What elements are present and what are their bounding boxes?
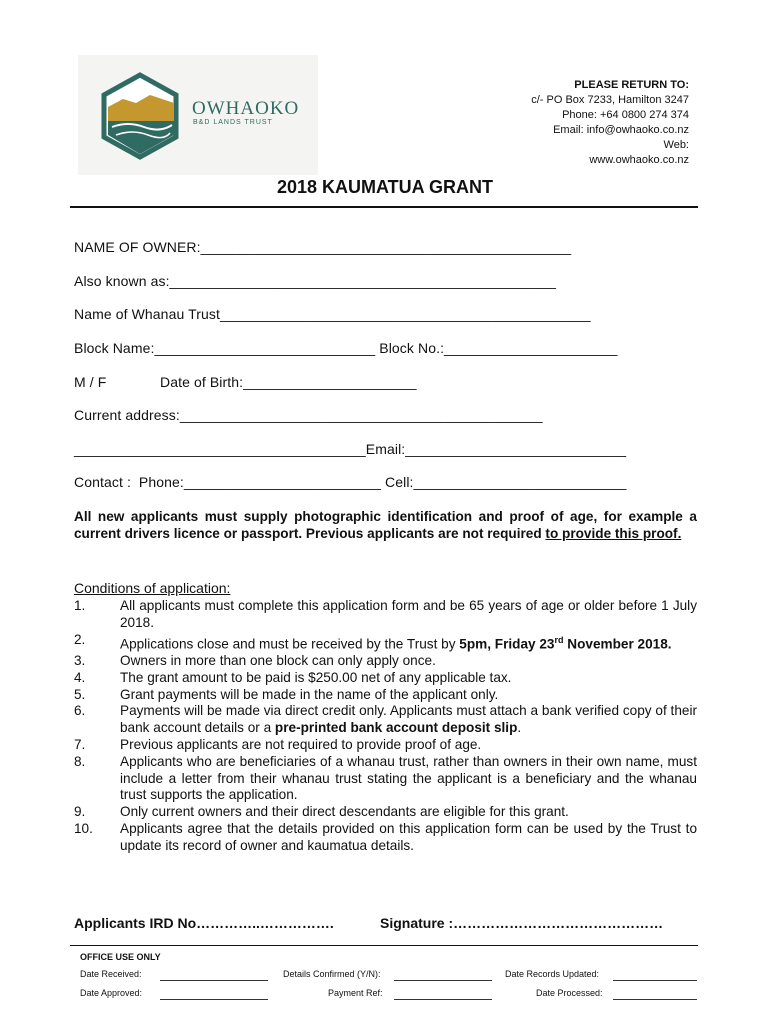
gender-field[interactable]: M / F xyxy=(74,374,107,390)
logo-subtitle: B&D LANDS TRUST xyxy=(193,119,273,126)
office-divider xyxy=(70,945,698,946)
logo-wordmark: OWHAOKO xyxy=(192,98,300,119)
condition-item xyxy=(74,687,697,704)
web-label: Web: xyxy=(663,139,689,151)
payment-ref-input[interactable] xyxy=(394,999,492,1000)
po-box: c/- PO Box 7233, Hamilton 3247 xyxy=(531,94,689,106)
deadline-suffix: rd xyxy=(554,634,564,645)
condition-text: Owners in more than one block can only apply once. xyxy=(120,652,436,668)
condition-item xyxy=(74,632,697,653)
email: Email: info@owhaoko.co.nz xyxy=(553,124,689,136)
return-heading: PLEASE RETURN TO: xyxy=(574,79,689,91)
condition-text: Applicants agree that the details provided on this application form can be used by the Trust to update its record of owner and kaumatua details. xyxy=(120,820,697,853)
conditions-heading: Conditions of application: xyxy=(74,580,231,596)
details-confirmed-label: Details Confirmed (Y/N): xyxy=(283,969,381,979)
return-address xyxy=(389,78,689,168)
deadline-month: November 2018. xyxy=(563,636,672,652)
condition-item xyxy=(74,703,697,737)
details-confirmed-input[interactable] xyxy=(394,980,492,981)
condition-item xyxy=(74,804,697,821)
condition-number: 3. xyxy=(74,652,86,668)
address-field[interactable]: Current address:______________________________________________ xyxy=(74,407,543,423)
condition-number: 6. xyxy=(74,703,86,719)
website: www.owhaoko.co.nz xyxy=(589,154,689,166)
dob-field[interactable]: Date of Birth:______________________ xyxy=(160,374,417,390)
condition-item xyxy=(74,821,697,855)
condition-number: 10. xyxy=(74,820,93,836)
condition-item xyxy=(74,670,697,687)
contact-field[interactable]: Contact : Phone:_________________________ Cell:___________________________ xyxy=(74,474,627,490)
condition-text-part: Applications close and must be received by the Trust by xyxy=(120,636,460,652)
notice-text: All new applicants must supply photographic identification and proof of age, for example a current drivers licence or passport. Previous applicants are not required xyxy=(74,509,697,541)
phone: Phone: +64 0800 274 374 xyxy=(562,109,689,121)
page-title: 2018 KAUMATUA GRANT xyxy=(276,177,494,197)
condition-number: 2. xyxy=(74,631,86,647)
deposit-slip: pre-printed bank account deposit slip xyxy=(274,720,518,736)
condition-text: Applicants who are beneficiaries of a whanau trust, rather than owners in their own name, must include a letter from their whanau trust stating the applicant is a beneficiary and the whanau trust supports the application. xyxy=(120,753,697,803)
ird-field[interactable]: Applicants IRD No…………..……………. xyxy=(74,915,334,931)
condition-text: Previous applicants are not required to provide proof of age. xyxy=(120,736,482,752)
date-received-label: Date Received: xyxy=(80,969,142,979)
condition-number: 9. xyxy=(74,804,86,820)
condition-text: Grant payments will be made in the name of the applicant only. xyxy=(120,686,499,702)
date-processed-label: Date Processed: xyxy=(536,988,603,998)
condition-number: 4. xyxy=(74,669,86,685)
condition-number: 1. xyxy=(74,598,86,613)
office-use-heading: OFFICE USE ONLY xyxy=(80,952,161,962)
condition-item xyxy=(74,754,697,804)
condition-number: 8. xyxy=(74,753,86,769)
aka-field[interactable]: Also known as:_________________________________________________ xyxy=(74,273,556,289)
owner-name-field[interactable]: NAME OF OWNER:_______________________________________________ xyxy=(74,239,572,255)
signature-field[interactable]: Signature :……………………………………… xyxy=(380,915,664,931)
date-processed-input[interactable] xyxy=(613,999,697,1000)
condition-item xyxy=(74,598,697,632)
condition-number: 7. xyxy=(74,736,86,752)
condition-text xyxy=(120,703,697,737)
condition-text xyxy=(120,632,697,653)
conditions-list xyxy=(74,598,697,854)
deadline: 5pm, Friday 23 xyxy=(459,636,555,652)
condition-item xyxy=(74,653,697,670)
whanau-trust-field[interactable]: Name of Whanau Trust_______________________________________________ xyxy=(74,306,591,322)
date-records-updated-input[interactable] xyxy=(613,980,697,981)
payment-ref-label: Payment Ref: xyxy=(328,988,383,998)
condition-text: The grant amount to be paid is $250.00 net of any applicable tax. xyxy=(120,669,512,685)
condition-text: Only current owners and their direct descendants are eligible for this grant. xyxy=(120,804,569,820)
proof-notice xyxy=(74,508,697,542)
block-field[interactable]: Block Name:____________________________ Block No.:______________________ xyxy=(74,340,618,356)
email-field[interactable]: _____________________________________Email:____________________________ xyxy=(74,441,627,457)
date-approved-input[interactable] xyxy=(160,999,268,1000)
condition-text: All applicants must complete this application form and be 65 years of age or older before 1 July 2018. xyxy=(120,598,697,630)
title-divider xyxy=(70,206,698,208)
notice-underlined: to provide this proof. xyxy=(545,526,682,541)
date-records-updated-label: Date Records Updated: xyxy=(505,969,600,979)
condition-item xyxy=(74,737,697,754)
condition-text-end: . xyxy=(517,720,522,736)
date-approved-label: Date Approved: xyxy=(80,988,143,998)
condition-number: 5. xyxy=(74,686,86,702)
date-received-input[interactable] xyxy=(160,980,268,981)
condition-text-part: Payments will be made via direct credit only. Applicants must attach a bank verified copy of their bank account details or a xyxy=(120,703,697,736)
